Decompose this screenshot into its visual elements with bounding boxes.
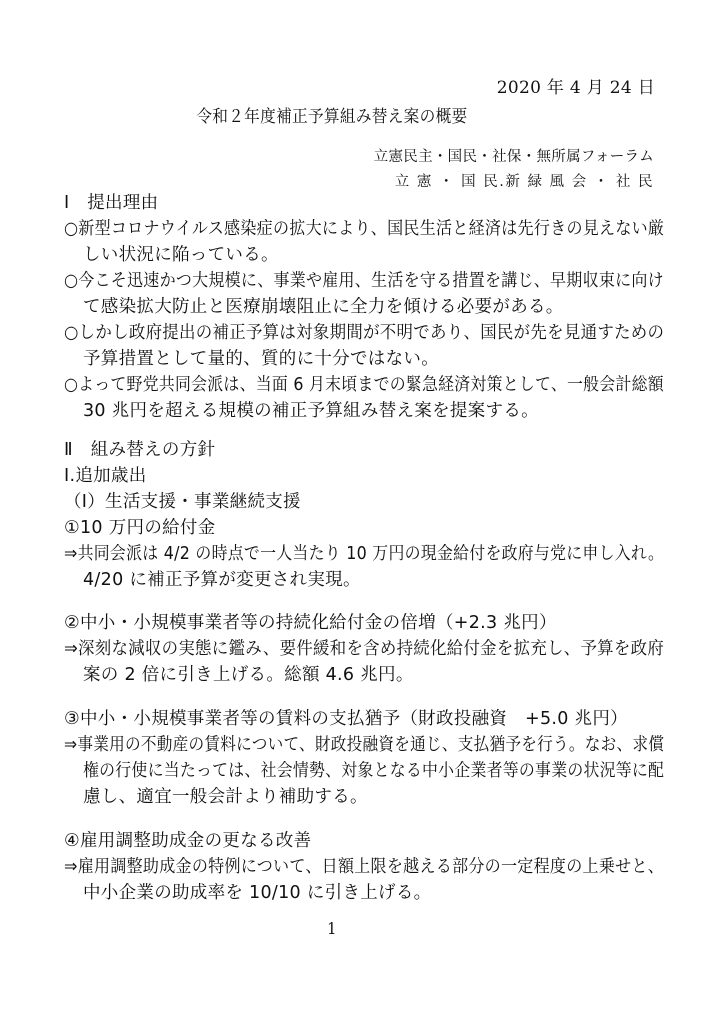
section-heading-policy: Ⅱ 組み替えの方針 [64, 440, 216, 460]
paragraph-line: 4/20 に補正予算が変更され実現。 [83, 570, 361, 590]
paragraph-line: ⇒深刻な減収の実態に鑑み、要件緩和を含め持続化給付金を拡充し、予算を政府 [64, 639, 665, 659]
paragraph-line: て感染拡大防止と医療崩壊阻止に全力を傾ける必要がある。 [83, 297, 564, 317]
paragraph-line: ○しかし政府提出の補正予算は対象期間が不明であり、国民が先を見通すための [64, 323, 665, 343]
section-heading-reasons: Ⅰ 提出理由 [64, 193, 159, 213]
paragraph-line: 権の行使に当たっては、社会情勢、対象となる中小企業者等の事業の状況等に配 [83, 761, 665, 781]
paragraph-line: しい状況に陥っている。 [83, 245, 279, 265]
paragraph-line: 30 兆円を超える規模の補正予算組み替え案を提案する。 [83, 401, 539, 421]
paragraph-line: ○よって野党共同会派は、当面 6 月末頃までの緊急経済対策として、一般会計総額 [64, 375, 664, 395]
submitter-line-2: 立 憲 ・ 国 民.新 緑 風 会 ・ 社 民 [394, 174, 654, 190]
submitter-line-1: 立憲民主・国民・社保・無所属フォーラム [373, 149, 654, 165]
subheading-additional-expenditure: Ⅰ.追加歳出 [64, 466, 147, 486]
item-title: ①10 万円の給付金 [64, 518, 216, 538]
paragraph-line: ⇒共同会派は 4/2 の時点で一人当たり 10 万円の現金給付を政府与党に申し入れ。 [64, 544, 665, 564]
paragraph-line: 案の 2 倍に引き上げる。総額 4.6 兆円。 [83, 665, 414, 685]
paragraph-line: ○今こそ迅速かつ大規模に、事業や雇用、生活を守る措置を講じ、早期収束に向け [64, 271, 664, 291]
item-title: ④雇用調整助成金の更なる改善 [64, 831, 312, 851]
page-number: 1 [327, 919, 337, 938]
document-title: 令和２年度補正予算組み替え案の概要 [196, 107, 468, 127]
item-title: ③中小・小規模事業者等の賃料の支払猶予（財政投融資 +5.0 兆円） [64, 709, 628, 729]
subheading-livelihood-support: （Ⅰ）生活支援・事業継続支援 [64, 492, 301, 512]
paragraph-line: 中小企業の助成率を 10/10 に引き上げる。 [83, 883, 432, 903]
paragraph-line: 慮し、適宜一般会計より補助する。 [83, 787, 368, 807]
paragraph-line: ○新型コロナウイルス感染症の拡大により、国民生活と経済は先行きの見えない厳 [64, 219, 665, 239]
document-date: 2020 年 4 月 24 日 [496, 78, 655, 98]
paragraph-line: ⇒事業用の不動産の賃料について、財政投融資を通じ、支払猶予を行う。なお、求償 [64, 735, 665, 755]
paragraph-line: 予算措置として量的、質的に十分ではない。 [83, 349, 439, 369]
paragraph-line: ⇒雇用調整助成金の特例について、日額上限を越える部分の一定程度の上乗せと、 [64, 857, 665, 877]
item-title: ②中小・小規模事業者等の持続化給付金の倍増（+2.3 兆円） [64, 613, 557, 633]
